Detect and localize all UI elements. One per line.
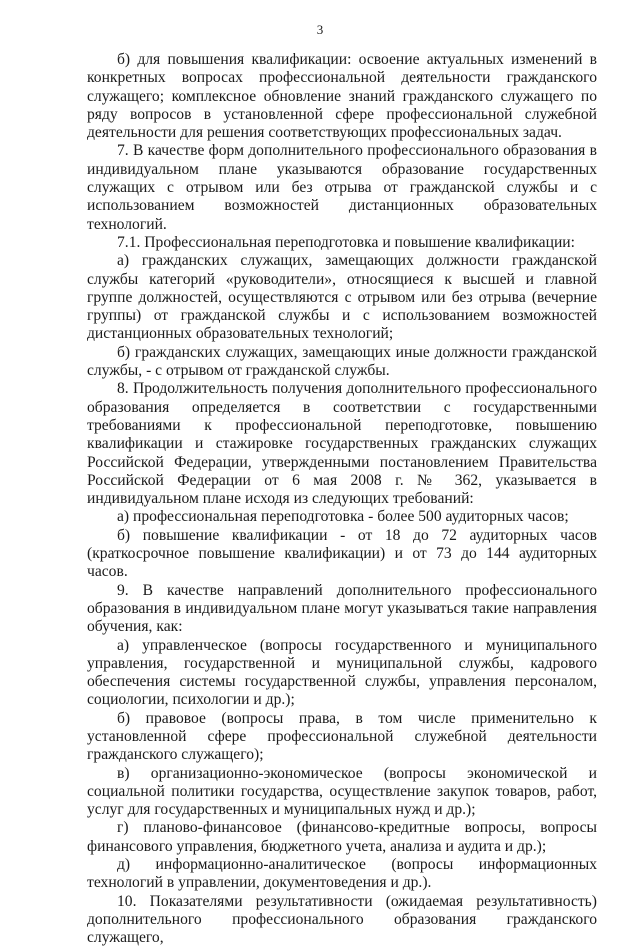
page-number: 3 (316, 22, 324, 37)
paragraph-7-forms: 7. В качестве форм дополнительного профессионального образования в индивидуальном плане указываются образование государственных служащих с отрывом или без отрыва от гражданской службы и с использованием возможностей дистанционных образовательных технологий. (87, 142, 597, 233)
paragraph-8-duration: 8. Продолжительность получения дополнительного профессионального образования определяется в соответствии с государственными требованиями к профессиональной переподготовке, повышению квалификации и стажировке государственных гражданских служащих Российской Федерации, утвержденными постановлением Правительства Российской Федерации от 6 мая 2008 г. № 362, указывается в индивидуальном плане исходя из следующих требований: (87, 380, 597, 508)
paragraph-9-b: б) правовое (вопросы права, в том числе применительно к установленной сфере профессиональной служебной деятельности гражданского служащего); (87, 709, 597, 764)
paragraph-9-g: г) планово-финансовое (финансово-кредитные вопросы, вопросы финансового управления, бюджетного учета, анализа и аудита и др.); (87, 819, 597, 855)
paragraph-b-qualification: б) для повышения квалификации: освоение актуальных изменений в конкретных вопросах профессиональной деятельности гражданского служащего; комплексное обновление знаний гражданского служащего по ряду вопросов в установленной сфере профессиональной служебной деятельности для решения соответствующих профессиональных задач. (87, 51, 597, 142)
paragraph-8-a: а) профессиональная переподготовка - более 500 аудиторных часов; (117, 508, 569, 526)
paragraph-10-indicators: 10. Показателями результативности (ожидаемая результативность) дополнительного профессионального образования гражданского служащего, (87, 892, 597, 947)
paragraph-7-1-a: а) гражданских служащих, замещающих должности гражданской службы категорий «руководители», относящиеся к высшей и главной группе должностей, осуществляются с отрывом или без отрыва (вечерние группы) от гражданской службы и с использованием возможностей дистанционных образовательных технологий; (87, 252, 597, 343)
document-body (87, 51, 597, 948)
paragraph-9-d: д) информационно-аналитическое (вопросы информационных технологий в управлении, документоведения и др.). (87, 856, 597, 892)
paragraph-8-b: б) повышение квалификации - от 18 до 72 аудиторных часов (краткосрочное повышение квалификации) и от 73 до 144 аудиторных часов. (87, 526, 597, 581)
paragraph-7-1-heading: 7.1. Профессиональная переподготовка и повышение квалификации: (117, 233, 575, 251)
paragraph-9-a: а) управленческое (вопросы государственного и муниципального управления, государственной и муниципальной службы, кадрового обеспечения системы государственной службы, управления персоналом, социологии, психологии и др.); (87, 636, 597, 709)
paragraph-9-directions: 9. В качестве направлений дополнительного профессионального образования в индивидуальном плане могут указываться такие направления обучения, как: (87, 581, 597, 636)
paragraph-9-v: в) организационно-экономическое (вопросы экономической и социальной политики государства, осуществление закупок товаров, работ, услуг для государственных и муниципальных нужд и др.); (87, 764, 597, 819)
paragraph-7-1-b: б) гражданских служащих, замещающих иные должности гражданской службы, - с отрывом от гражданской службы. (87, 343, 597, 380)
